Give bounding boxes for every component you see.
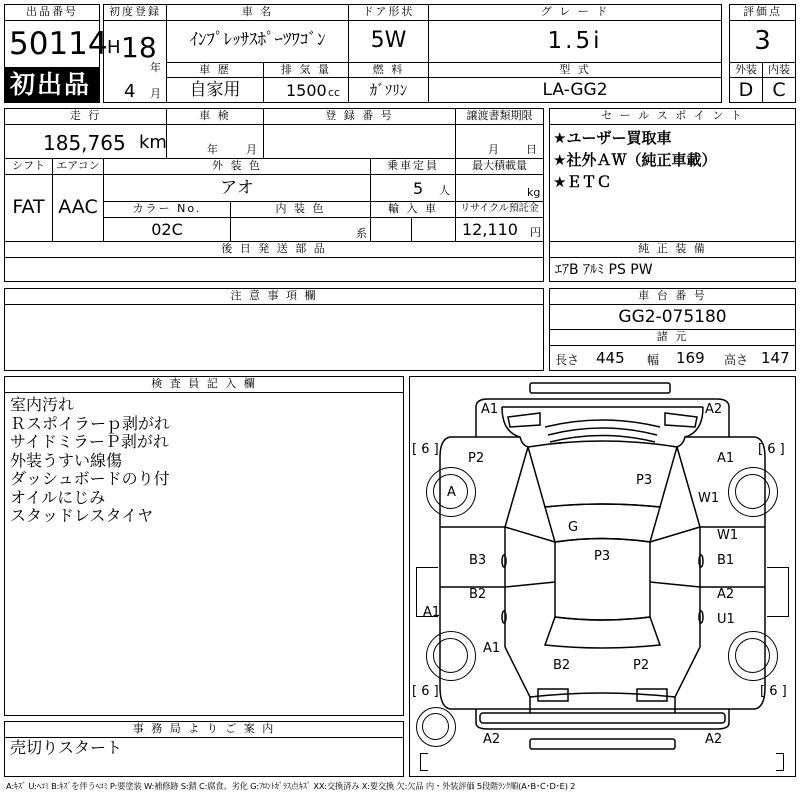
car-outline xyxy=(410,377,795,776)
inspection-label: 車 検 xyxy=(166,108,264,125)
tread-front-right: [ 6 ] xyxy=(758,442,785,457)
car-name: ｲﾝﾌﾟﾚｯｻｽﾎﾟｰﾂﾜｺﾞﾝ xyxy=(189,30,326,50)
inspector-note: スタッドレスタイヤ xyxy=(10,506,154,525)
width-value: 169 xyxy=(676,349,705,367)
dimensions-box xyxy=(549,345,796,371)
mark-right-front-door-1: W1 xyxy=(717,528,739,543)
right-rear-wheel xyxy=(728,631,778,681)
height-label: 高さ xyxy=(724,353,749,367)
mark-front-bumper-right: A2 xyxy=(705,402,723,417)
rating-ext-box xyxy=(729,77,763,103)
recycle-box xyxy=(455,217,544,242)
car-name-box xyxy=(166,20,349,63)
notice-label: 注 意 事 項 欄 xyxy=(4,288,544,305)
ac-label: エアコン xyxy=(52,158,104,175)
displacement-box xyxy=(263,77,349,103)
mark-rear-bumper-right: A2 xyxy=(705,732,723,747)
inspector-note: 室内汚れ xyxy=(10,395,75,414)
later-parts-label: 後 日 発 送 部 品 xyxy=(4,241,544,258)
first-reg-label: 初度登録 xyxy=(103,4,167,21)
int-color-unit: 系 xyxy=(356,227,367,240)
rating-int-box xyxy=(762,77,796,103)
mark-left-rear-door: B2 xyxy=(469,587,487,602)
grade-label: グ レ ー ド xyxy=(428,4,722,21)
right-front-wheel xyxy=(728,467,778,517)
model-label: 型 式 xyxy=(428,62,722,78)
damage-diagram xyxy=(409,376,796,777)
reg-no-box xyxy=(263,124,456,159)
mark-tailgate-right: P2 xyxy=(633,658,650,673)
first-reg-box xyxy=(103,20,167,103)
ac-value: AAC xyxy=(58,196,98,218)
mark-left-front-door: B3 xyxy=(469,553,487,568)
sales-points-box xyxy=(549,124,796,242)
length-value: 445 xyxy=(596,349,625,367)
mark-tailgate-left: B2 xyxy=(553,658,571,673)
tread-rear-left: [ 6 ] xyxy=(412,684,439,699)
sales-point-2: ★社外ＡＷ（純正車載） xyxy=(553,151,717,169)
history-value: 自家用 xyxy=(189,80,241,100)
model-box xyxy=(428,77,722,103)
listing-label: 出品番号 xyxy=(4,4,100,21)
office-label: 事 務 局 よ り ご 案 内 xyxy=(4,721,404,738)
height-value: 147 xyxy=(761,349,790,367)
history-label: 車 歴 xyxy=(166,62,264,78)
color-no-value: 02C xyxy=(151,220,183,239)
mark-front-left-fender: P2 xyxy=(468,451,485,466)
import-box xyxy=(370,217,456,242)
mark-left-rear-fender: A1 xyxy=(483,641,501,656)
max-load-box xyxy=(455,174,544,202)
doc-deadline-month-unit: 月 xyxy=(488,143,499,156)
door-value: 5W xyxy=(370,28,407,53)
first-reg-month: 4 xyxy=(124,81,136,102)
capacity-unit: 人 xyxy=(439,184,450,197)
inspector-note: 外装うすい線傷 xyxy=(10,450,123,470)
displacement-value: 1500 xyxy=(286,81,327,100)
inspector-label: 検 査 員 記 入 欄 xyxy=(4,376,404,393)
spare-tire-well xyxy=(420,753,428,771)
chassis-label: 車 台 番 号 xyxy=(549,288,796,305)
grade-box xyxy=(428,20,722,63)
int-color-box xyxy=(230,217,371,242)
model-value: LA-GG2 xyxy=(542,80,608,100)
rating-int-label: 内装 xyxy=(762,62,796,78)
mileage-label: 走 行 xyxy=(4,108,167,125)
inspector-note: サイドミラーＰ剥がれ xyxy=(10,432,169,451)
width-label: 幅 xyxy=(647,353,660,367)
rating-int-value: C xyxy=(772,79,786,101)
door-box xyxy=(348,20,429,63)
spare-tire-well xyxy=(776,753,784,771)
inspection-box xyxy=(166,124,264,159)
capacity-box xyxy=(370,174,456,202)
listing-number: 50114 xyxy=(9,26,108,62)
notice-box xyxy=(4,304,544,371)
mark-left-rocker: A1 xyxy=(423,605,441,620)
inspector-note: オイルにじみ xyxy=(10,487,106,507)
length-label: 長さ xyxy=(555,353,580,367)
mileage-value: 185,765 xyxy=(43,131,126,155)
recycle-label: リサイクル預託金 xyxy=(455,201,544,218)
spare-wheel xyxy=(416,707,456,747)
displacement-unit: cc xyxy=(328,86,341,99)
max-load-label: 最大積載量 xyxy=(455,158,544,175)
mark-front-right-fender: A1 xyxy=(717,451,735,466)
shift-value: FAT xyxy=(12,196,45,218)
chassis-value: GG2-075180 xyxy=(618,307,727,327)
int-color-label: 内 装 色 xyxy=(230,201,371,218)
inspection-year-unit: 年 xyxy=(207,143,218,156)
rating-ext-value: D xyxy=(738,79,754,101)
rating-ext-label: 外装 xyxy=(729,62,763,78)
capacity-label: 乗車定員 xyxy=(370,158,456,175)
sales-points-label: セ ー ル ス ポ イ ン ト xyxy=(549,108,796,125)
rating-box xyxy=(729,20,796,63)
first-reg-year: 18 xyxy=(121,31,157,64)
fuel-label: 燃 料 xyxy=(348,62,429,78)
max-load-unit: kg xyxy=(527,186,541,199)
left-rear-wheel xyxy=(426,631,476,681)
chassis-box xyxy=(549,304,796,330)
first-reg-month-unit: 月 xyxy=(150,87,161,100)
rating-label: 評価点 xyxy=(729,4,796,21)
first-listing-badge xyxy=(4,67,100,103)
reg-no-label: 登 録 番 号 xyxy=(263,108,456,125)
ext-color-value: アオ xyxy=(220,178,254,198)
mark-right-front-door-2: B1 xyxy=(717,553,735,568)
color-no-box xyxy=(103,217,231,242)
rating-value: 3 xyxy=(754,26,771,56)
recycle-value: 12,110 xyxy=(462,220,518,239)
first-reg-era: H xyxy=(107,37,121,58)
shift-box xyxy=(4,174,53,242)
history-box xyxy=(166,77,264,103)
mark-right-front-wheel: W1 xyxy=(698,491,720,506)
ac-box xyxy=(52,174,104,242)
color-no-label: カラー No. xyxy=(103,201,231,218)
mark-hood: P3 xyxy=(636,473,653,488)
door-label: ドア形状 xyxy=(348,4,429,21)
doc-deadline-box xyxy=(455,124,544,159)
import-label: 輸 入 車 xyxy=(370,201,456,218)
capacity-value: 5 xyxy=(413,179,424,198)
tread-front-left: [ 6 ] xyxy=(412,442,439,457)
mileage-unit: km xyxy=(139,132,167,153)
office-box xyxy=(4,737,404,777)
mark-right-rear-door-1: A2 xyxy=(717,587,735,602)
grade-value: 1.5i xyxy=(547,28,603,54)
office-value: 売切りスタート xyxy=(10,738,123,757)
mark-windshield: G xyxy=(568,520,579,535)
fuel-box xyxy=(348,77,429,103)
inspector-note: Ｒスポイラーｐ剥がれ xyxy=(10,413,171,433)
inspection-month-unit: 月 xyxy=(246,143,257,156)
later-parts-box xyxy=(4,257,544,282)
mark-rear-bumper-left: A2 xyxy=(483,732,501,747)
mark-left-front-wheel: A xyxy=(447,485,456,500)
sales-point-1: ★ユーザー買取車 xyxy=(553,129,672,147)
fuel-value: ｶﾞｿﾘﾝ xyxy=(369,81,408,99)
shift-label: シフト xyxy=(4,158,53,175)
equipment-value: ｴｱB ｱﾙﾐ PS PW xyxy=(555,262,653,278)
doc-deadline-label: 譲渡書類期限 xyxy=(455,108,544,125)
car-name-label: 車 名 xyxy=(166,4,349,21)
listing-number-box xyxy=(4,20,108,68)
displacement-label: 排 気 量 xyxy=(263,62,349,78)
first-listing-text: 初出品 xyxy=(10,70,92,99)
equipment-box xyxy=(549,257,796,282)
mark-right-rear-door-2: U1 xyxy=(717,612,735,627)
mark-front-bumper-left: A1 xyxy=(481,402,499,417)
legend-footer: A:ｷｽﾞ U:ﾍｺﾐ B:ｷｽﾞを伴うﾍｺﾐ P:要塗装 W:補修跡 S:錆 C:腐食、劣化 G:ﾌﾛﾝﾄｶﾞﾗｽ点ｷｽﾞ XX:交換済み X:要交換 欠:欠品 内・外装評価 5段階ﾗﾝｸ順(A･B･C･D･E) 2 xyxy=(6,781,576,791)
first-reg-year-unit: 年 xyxy=(150,61,161,74)
doc-deadline-day-unit: 日 xyxy=(526,143,537,156)
equipment-label: 純 正 装 備 xyxy=(549,241,796,258)
inspector-note: ダッシュボードのり付 xyxy=(10,469,170,488)
tread-rear-right: [ 6 ] xyxy=(760,684,787,699)
sales-point-3: ★ＥＴＣ xyxy=(553,173,612,191)
ext-color-box xyxy=(103,174,371,202)
dimensions-label: 諸 元 xyxy=(549,329,796,346)
recycle-unit: 円 xyxy=(530,226,541,239)
mark-roof: P3 xyxy=(594,549,611,564)
ext-color-label: 外 装 色 xyxy=(103,158,371,175)
mileage-box xyxy=(4,124,167,159)
spare-tire-well xyxy=(767,567,789,617)
inspector-box xyxy=(4,392,404,716)
